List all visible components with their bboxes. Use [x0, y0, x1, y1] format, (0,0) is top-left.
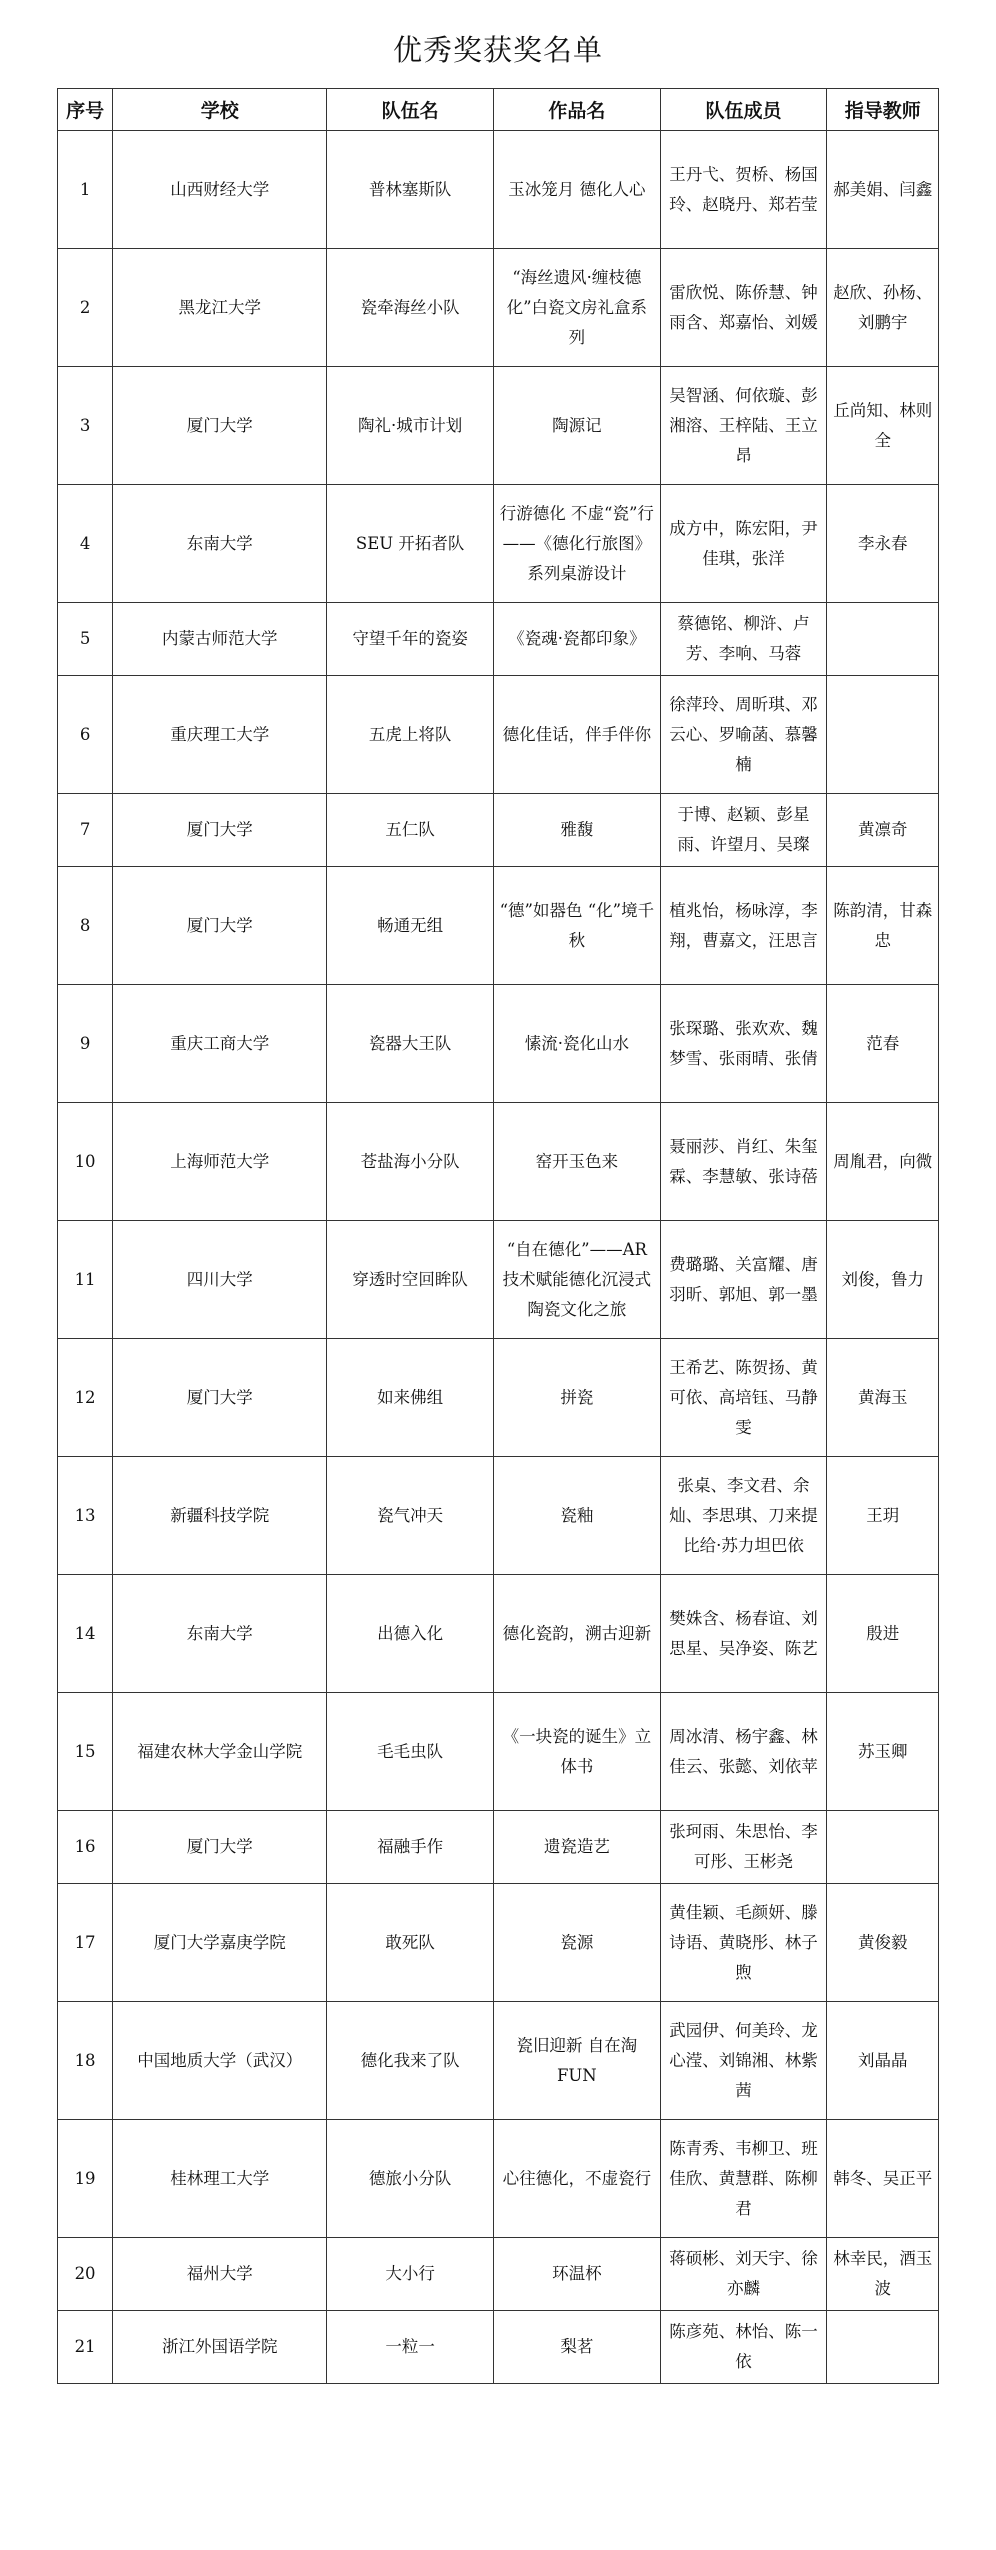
cell-work: 梨茗 [494, 2311, 661, 2384]
cell-school: 福建农林大学金山学院 [113, 1693, 327, 1811]
table-row [58, 1221, 939, 1339]
cell-advisor: 黄海玉 [827, 1339, 939, 1457]
table-row [58, 2238, 939, 2311]
table-row [58, 249, 939, 367]
cell-no: 20 [58, 2238, 113, 2311]
cell-no: 21 [58, 2311, 113, 2384]
table-row [58, 2002, 939, 2120]
cell-team: 出德入化 [327, 1575, 494, 1693]
cell-school: 厦门大学 [113, 1811, 327, 1884]
cell-advisor: 丘尚知、林则全 [827, 367, 939, 485]
cell-work: 心往德化，不虚瓷行 [494, 2120, 661, 2238]
cell-school: 内蒙古师范大学 [113, 603, 327, 676]
header-school: 学校 [113, 89, 327, 131]
cell-members: 蔡德铭、柳浒、卢芳、李响、马蓉 [660, 603, 827, 676]
cell-work: 拼瓷 [494, 1339, 661, 1457]
table-row [58, 985, 939, 1103]
cell-team: 瓷牵海丝小队 [327, 249, 494, 367]
cell-no: 6 [58, 676, 113, 794]
cell-team: 德旅小分队 [327, 2120, 494, 2238]
cell-members: 张桌、李文君、余灿、李思琪、刀来提比给·苏力坦巴依 [660, 1457, 827, 1575]
cell-members: 武园伊、何美玲、龙心滢、刘锦湘、林紫茜 [660, 2002, 827, 2120]
header-no: 序号 [58, 89, 113, 131]
cell-school: 桂林理工大学 [113, 2120, 327, 2238]
table-row [58, 1575, 939, 1693]
cell-advisor: 周胤君，向微 [827, 1103, 939, 1221]
cell-advisor: 殷进 [827, 1575, 939, 1693]
cell-no: 2 [58, 249, 113, 367]
cell-advisor [827, 603, 939, 676]
cell-team: 敢死队 [327, 1884, 494, 2002]
cell-work: 雅馥 [494, 794, 661, 867]
cell-advisor [827, 1811, 939, 1884]
cell-no: 13 [58, 1457, 113, 1575]
cell-team: 苍盐海小分队 [327, 1103, 494, 1221]
cell-work: 瓷源 [494, 1884, 661, 2002]
cell-no: 17 [58, 1884, 113, 2002]
cell-members: 徐萍玲、周昕琪、邓云心、罗喻菡、慕馨楠 [660, 676, 827, 794]
cell-team: 穿透时空回眸队 [327, 1221, 494, 1339]
cell-school: 黑龙江大学 [113, 249, 327, 367]
cell-members: 蒋硕彬、刘天宇、徐亦麟 [660, 2238, 827, 2311]
cell-advisor: 王玥 [827, 1457, 939, 1575]
cell-team: 陶礼·城市计划 [327, 367, 494, 485]
cell-school: 厦门大学 [113, 794, 327, 867]
cell-school: 厦门大学 [113, 867, 327, 985]
table-row [58, 867, 939, 985]
cell-no: 14 [58, 1575, 113, 1693]
cell-work: 《一块瓷的诞生》立体书 [494, 1693, 661, 1811]
header-members: 队伍成员 [660, 89, 827, 131]
cell-no: 8 [58, 867, 113, 985]
cell-members: 聂丽莎、肖红、朱玺霖、李慧敏、张诗蓓 [660, 1103, 827, 1221]
cell-school: 重庆工商大学 [113, 985, 327, 1103]
table-row [58, 1884, 939, 2002]
cell-members: 成方中，陈宏阳，尹佳琪，张洋 [660, 485, 827, 603]
cell-members: 王丹弋、贺桥、杨国玲、赵晓丹、郑若莹 [660, 131, 827, 249]
cell-no: 3 [58, 367, 113, 485]
cell-work: 遗瓷造艺 [494, 1811, 661, 1884]
table-row [58, 676, 939, 794]
cell-work: 环温杯 [494, 2238, 661, 2311]
cell-school: 山西财经大学 [113, 131, 327, 249]
cell-school: 厦门大学 [113, 367, 327, 485]
cell-members: 王希艺、陈贺扬、黄可依、高培钰、马静雯 [660, 1339, 827, 1457]
cell-school: 四川大学 [113, 1221, 327, 1339]
cell-work: “海丝遗风·缠枝德化”白瓷文房礼盒系列 [494, 249, 661, 367]
table-row [58, 794, 939, 867]
table-row [58, 1811, 939, 1884]
cell-team: 大小行 [327, 2238, 494, 2311]
cell-no: 9 [58, 985, 113, 1103]
cell-members: 于博、赵颖、彭星雨、许望月、吴璨 [660, 794, 827, 867]
header-work: 作品名 [494, 89, 661, 131]
cell-team: SEU 开拓者队 [327, 485, 494, 603]
award-table [57, 88, 939, 2384]
cell-team: 普林塞斯队 [327, 131, 494, 249]
cell-school: 厦门大学嘉庚学院 [113, 1884, 327, 2002]
table-row [58, 485, 939, 603]
cell-members: 雷欣悦、陈侨慧、钟雨含、郑嘉怡、刘媛 [660, 249, 827, 367]
cell-advisor: 郝美娟、闫鑫 [827, 131, 939, 249]
cell-team: 五仁队 [327, 794, 494, 867]
cell-work: “德”如器色 “化”境千秋 [494, 867, 661, 985]
cell-no: 15 [58, 1693, 113, 1811]
cell-members: 陈彦苑、林怡、陈一依 [660, 2311, 827, 2384]
header-row [58, 89, 939, 131]
cell-school: 中国地质大学（武汉） [113, 2002, 327, 2120]
cell-school: 重庆理工大学 [113, 676, 327, 794]
cell-advisor: 黄俊毅 [827, 1884, 939, 2002]
header-team: 队伍名 [327, 89, 494, 131]
table-row [58, 2120, 939, 2238]
cell-no: 5 [58, 603, 113, 676]
cell-members: 费璐璐、关富耀、唐羽昕、郭旭、郭一墨 [660, 1221, 827, 1339]
page-title: 优秀奖获奖名单 [392, 33, 603, 67]
cell-team: 五虎上将队 [327, 676, 494, 794]
cell-no: 12 [58, 1339, 113, 1457]
cell-work: 德化佳话，伴手伴你 [494, 676, 661, 794]
cell-school: 新疆科技学院 [113, 1457, 327, 1575]
table-row [58, 131, 939, 249]
table-row [58, 603, 939, 676]
table-row [58, 367, 939, 485]
cell-work: 瓷旧迎新 自在淘 FUN [494, 2002, 661, 2120]
cell-work: 行游德化 不虚“瓷”行——《德化行旅图》系列桌游设计 [494, 485, 661, 603]
cell-work: 瓷釉 [494, 1457, 661, 1575]
cell-work: 愫流·瓷化山水 [494, 985, 661, 1103]
cell-no: 1 [58, 131, 113, 249]
cell-no: 7 [58, 794, 113, 867]
cell-members: 植兆怡，杨咏淳，李翔，曹嘉文，汪思言 [660, 867, 827, 985]
table-row [58, 1103, 939, 1221]
cell-advisor: 刘俊，鲁力 [827, 1221, 939, 1339]
cell-advisor: 苏玉卿 [827, 1693, 939, 1811]
cell-team: 守望千年的瓷姿 [327, 603, 494, 676]
cell-members: 陈青秀、韦柳卫、班佳欣、黄慧群、陈柳君 [660, 2120, 827, 2238]
cell-no: 4 [58, 485, 113, 603]
cell-members: 张琛璐、张欢欢、魏梦雪、张雨晴、张倩 [660, 985, 827, 1103]
cell-members: 张珂雨、朱思怡、李可彤、王彬尧 [660, 1811, 827, 1884]
cell-team: 毛毛虫队 [327, 1693, 494, 1811]
cell-school: 东南大学 [113, 1575, 327, 1693]
table-row [58, 1457, 939, 1575]
cell-advisor: 林幸民，酒玉波 [827, 2238, 939, 2311]
cell-advisor: 李永春 [827, 485, 939, 603]
cell-advisor: 赵欣、孙杨、刘鹏宇 [827, 249, 939, 367]
cell-work: 陶源记 [494, 367, 661, 485]
table-row [58, 1339, 939, 1457]
cell-work: 《瓷魂·瓷都印象》 [494, 603, 661, 676]
cell-work: 玉冰笼月 德化人心 [494, 131, 661, 249]
cell-advisor [827, 2311, 939, 2384]
cell-team: 如来佛组 [327, 1339, 494, 1457]
table-row [58, 1693, 939, 1811]
cell-school: 上海师范大学 [113, 1103, 327, 1221]
cell-members: 黄佳颖、毛颜妍、滕诗语、黄晓彤、林子煦 [660, 1884, 827, 2002]
cell-work: “自在德化”——AR技术赋能德化沉浸式陶瓷文化之旅 [494, 1221, 661, 1339]
cell-school: 福州大学 [113, 2238, 327, 2311]
cell-team: 德化我来了队 [327, 2002, 494, 2120]
cell-school: 厦门大学 [113, 1339, 327, 1457]
cell-school: 浙江外国语学院 [113, 2311, 327, 2384]
cell-team: 瓷器大王队 [327, 985, 494, 1103]
cell-members: 樊姝含、杨春谊、刘思星、吴净姿、陈艺 [660, 1575, 827, 1693]
cell-members: 吴智涵、何依璇、彭湘溶、王梓陆、王立昂 [660, 367, 827, 485]
cell-advisor: 陈韵清，甘森忠 [827, 867, 939, 985]
cell-no: 11 [58, 1221, 113, 1339]
cell-advisor: 刘晶晶 [827, 2002, 939, 2120]
cell-work: 德化瓷韵，溯古迎新 [494, 1575, 661, 1693]
cell-advisor [827, 676, 939, 794]
cell-team: 畅通无组 [327, 867, 494, 985]
cell-members: 周冰清、杨宇鑫、林佳云、张懿、刘依苹 [660, 1693, 827, 1811]
cell-no: 10 [58, 1103, 113, 1221]
cell-team: 福融手作 [327, 1811, 494, 1884]
cell-advisor: 韩冬、吴正平 [827, 2120, 939, 2238]
cell-school: 东南大学 [113, 485, 327, 603]
cell-team: 一粒一 [327, 2311, 494, 2384]
cell-team: 瓷气冲天 [327, 1457, 494, 1575]
cell-no: 19 [58, 2120, 113, 2238]
header-advisor: 指导教师 [827, 89, 939, 131]
cell-advisor: 黄凛奇 [827, 794, 939, 867]
cell-advisor: 范春 [827, 985, 939, 1103]
cell-no: 18 [58, 2002, 113, 2120]
table-row [58, 2311, 939, 2384]
cell-no: 16 [58, 1811, 113, 1884]
cell-work: 窑开玉色来 [494, 1103, 661, 1221]
